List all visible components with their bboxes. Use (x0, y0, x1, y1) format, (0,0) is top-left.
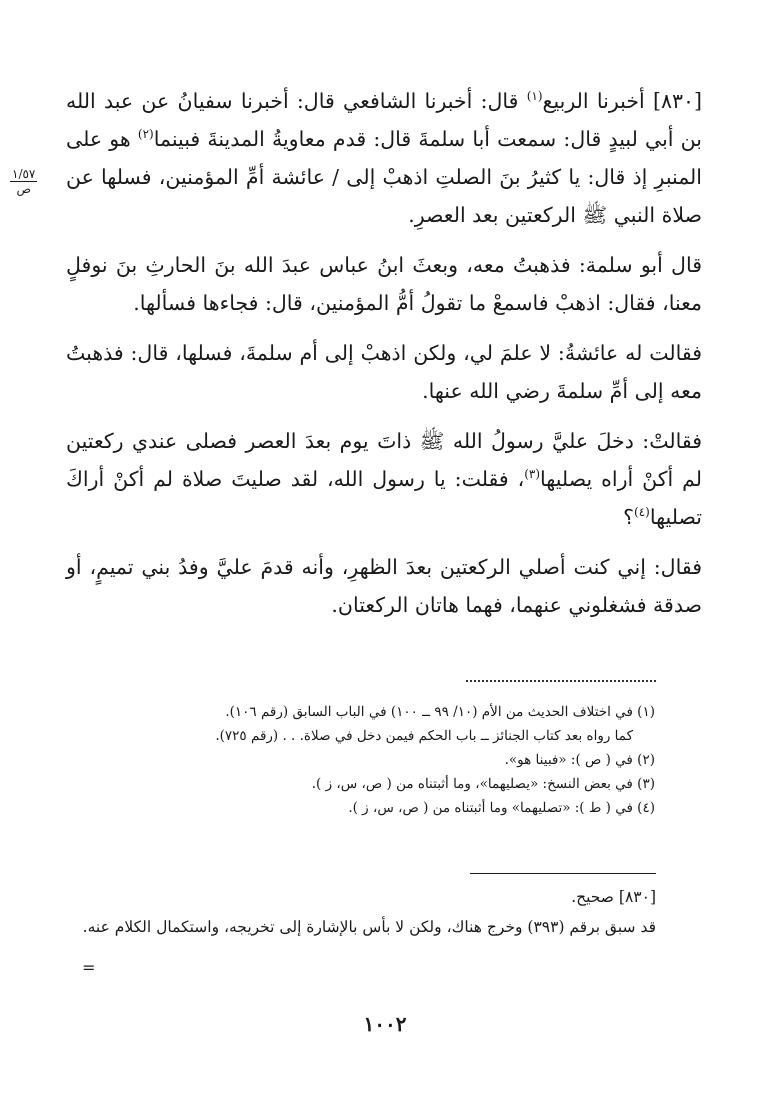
footnote-2: (٢) في ( ص ): «فبينا هو». (504, 752, 655, 768)
text-segment: قال: أخبرنا الشافعي قال: أخبرنا سفيانُ عن عبد الله بن أبي لبيدٍ قال: سمعت أبا سلمةَ قال: قدم معاويةُ المدينةَ فبينما (66, 89, 702, 151)
text-segment: ؟ (623, 505, 635, 529)
footnote-1-continued: كما رواه بعد كتاب الجنائز ــ باب الحكم فيمن دخل في صلاة. . . (رقم ٧٢٥). (215, 728, 633, 744)
footnote-marker-3: (٣) (524, 467, 541, 482)
margin-reference-volume: ١/٥٧ (12, 167, 36, 181)
continuation-mark: = (82, 958, 96, 977)
commentary-heading: [٨٣٠] صحيح. (571, 888, 656, 906)
commentary-rule (470, 873, 656, 874)
footnote-marker-4: (٤) (634, 505, 650, 520)
commentary-body: قد سبق برقم (٣٩٣) وخرج هناك، ولكن لا بأس بالإشارة إلى تخريجه، واستكمال الكلام عنه. (82, 918, 656, 936)
page-number: ١٠٠٢ (363, 1012, 407, 1036)
commentary (76, 882, 696, 942)
footnote-1: (١) في اختلاف الحديث من الأم (١٠/ ٩٩ ــ ١٠٠) في الباب السابق (رقم ١٠٦). (225, 704, 655, 720)
margin-reference-source: ص (16, 182, 31, 196)
margin-reference (10, 167, 37, 196)
text-segment: فقالتْ: دخلَ عليَّ رسولُ الله ﷺ ذاتَ يوم بعدَ العصر فصلى عندي ركعتين لم أكنْ أراه يصليها (66, 429, 702, 491)
main-text (66, 82, 702, 636)
text-segment: هو على المنبرِ إذ قال: يا كثيرُ بنَ الصلتِ اذهبْ إلى / عائشة أمِّ المؤمنين، فسلها عن صلاة النبي ﷺ الركعتين بعد العصرِ. (66, 127, 702, 227)
footnote-3: (٣) في بعض النسخ: «يصليهما»، وما أثبتناه من ( ص، س، ز ). (311, 776, 655, 792)
footnote-marker-1: (١) (526, 89, 543, 104)
footnote-4: (٤) في ( ط ): «تصليهما» وما أثبتناه من ( ص، س، ز ). (348, 800, 655, 816)
hadith-paragraph-1 (66, 82, 702, 234)
hadith-paragraph-5: فقال: إني كنت أصلي الركعتين بعدَ الظهرِ، وأنه قدمَ عليَّ وفدُ بني تميمٍ، أو صدقة فشغلوني عنهما، فهما هاتان الركعتان. (66, 555, 702, 617)
footnote-separator (466, 680, 656, 682)
hadith-paragraph-4 (66, 422, 702, 536)
hadith-paragraph-3: فقالت له عائشةُ: لا علمَ لي، ولكن اذهبْ إلى أم سلمةَ، فسلها، قال: فذهبتُ معه إلى أمِّ سلمةَ رضي الله عنها. (66, 341, 702, 403)
text-segment: ، فقلت: يا رسول الله، لقد صليتَ صلاة لم أكنْ أراكَ تصليها (66, 467, 702, 529)
hadith-paragraph-2: قال أبو سلمة: فذهبتُ معه، وبعثَ ابنُ عباس عبدَ الله بنَ الحارثِ بنَ نوفلٍ معنا، فقال: اذهبْ فاسمعْ ما تقولُ أمُّ المؤمنين، قال: فجاءها فسألها. (66, 253, 702, 315)
footnote-marker-2: (٢) (137, 127, 154, 142)
footnotes (150, 700, 655, 820)
text-segment: [٨٣٠] أخبرنا الربيع (542, 89, 702, 113)
